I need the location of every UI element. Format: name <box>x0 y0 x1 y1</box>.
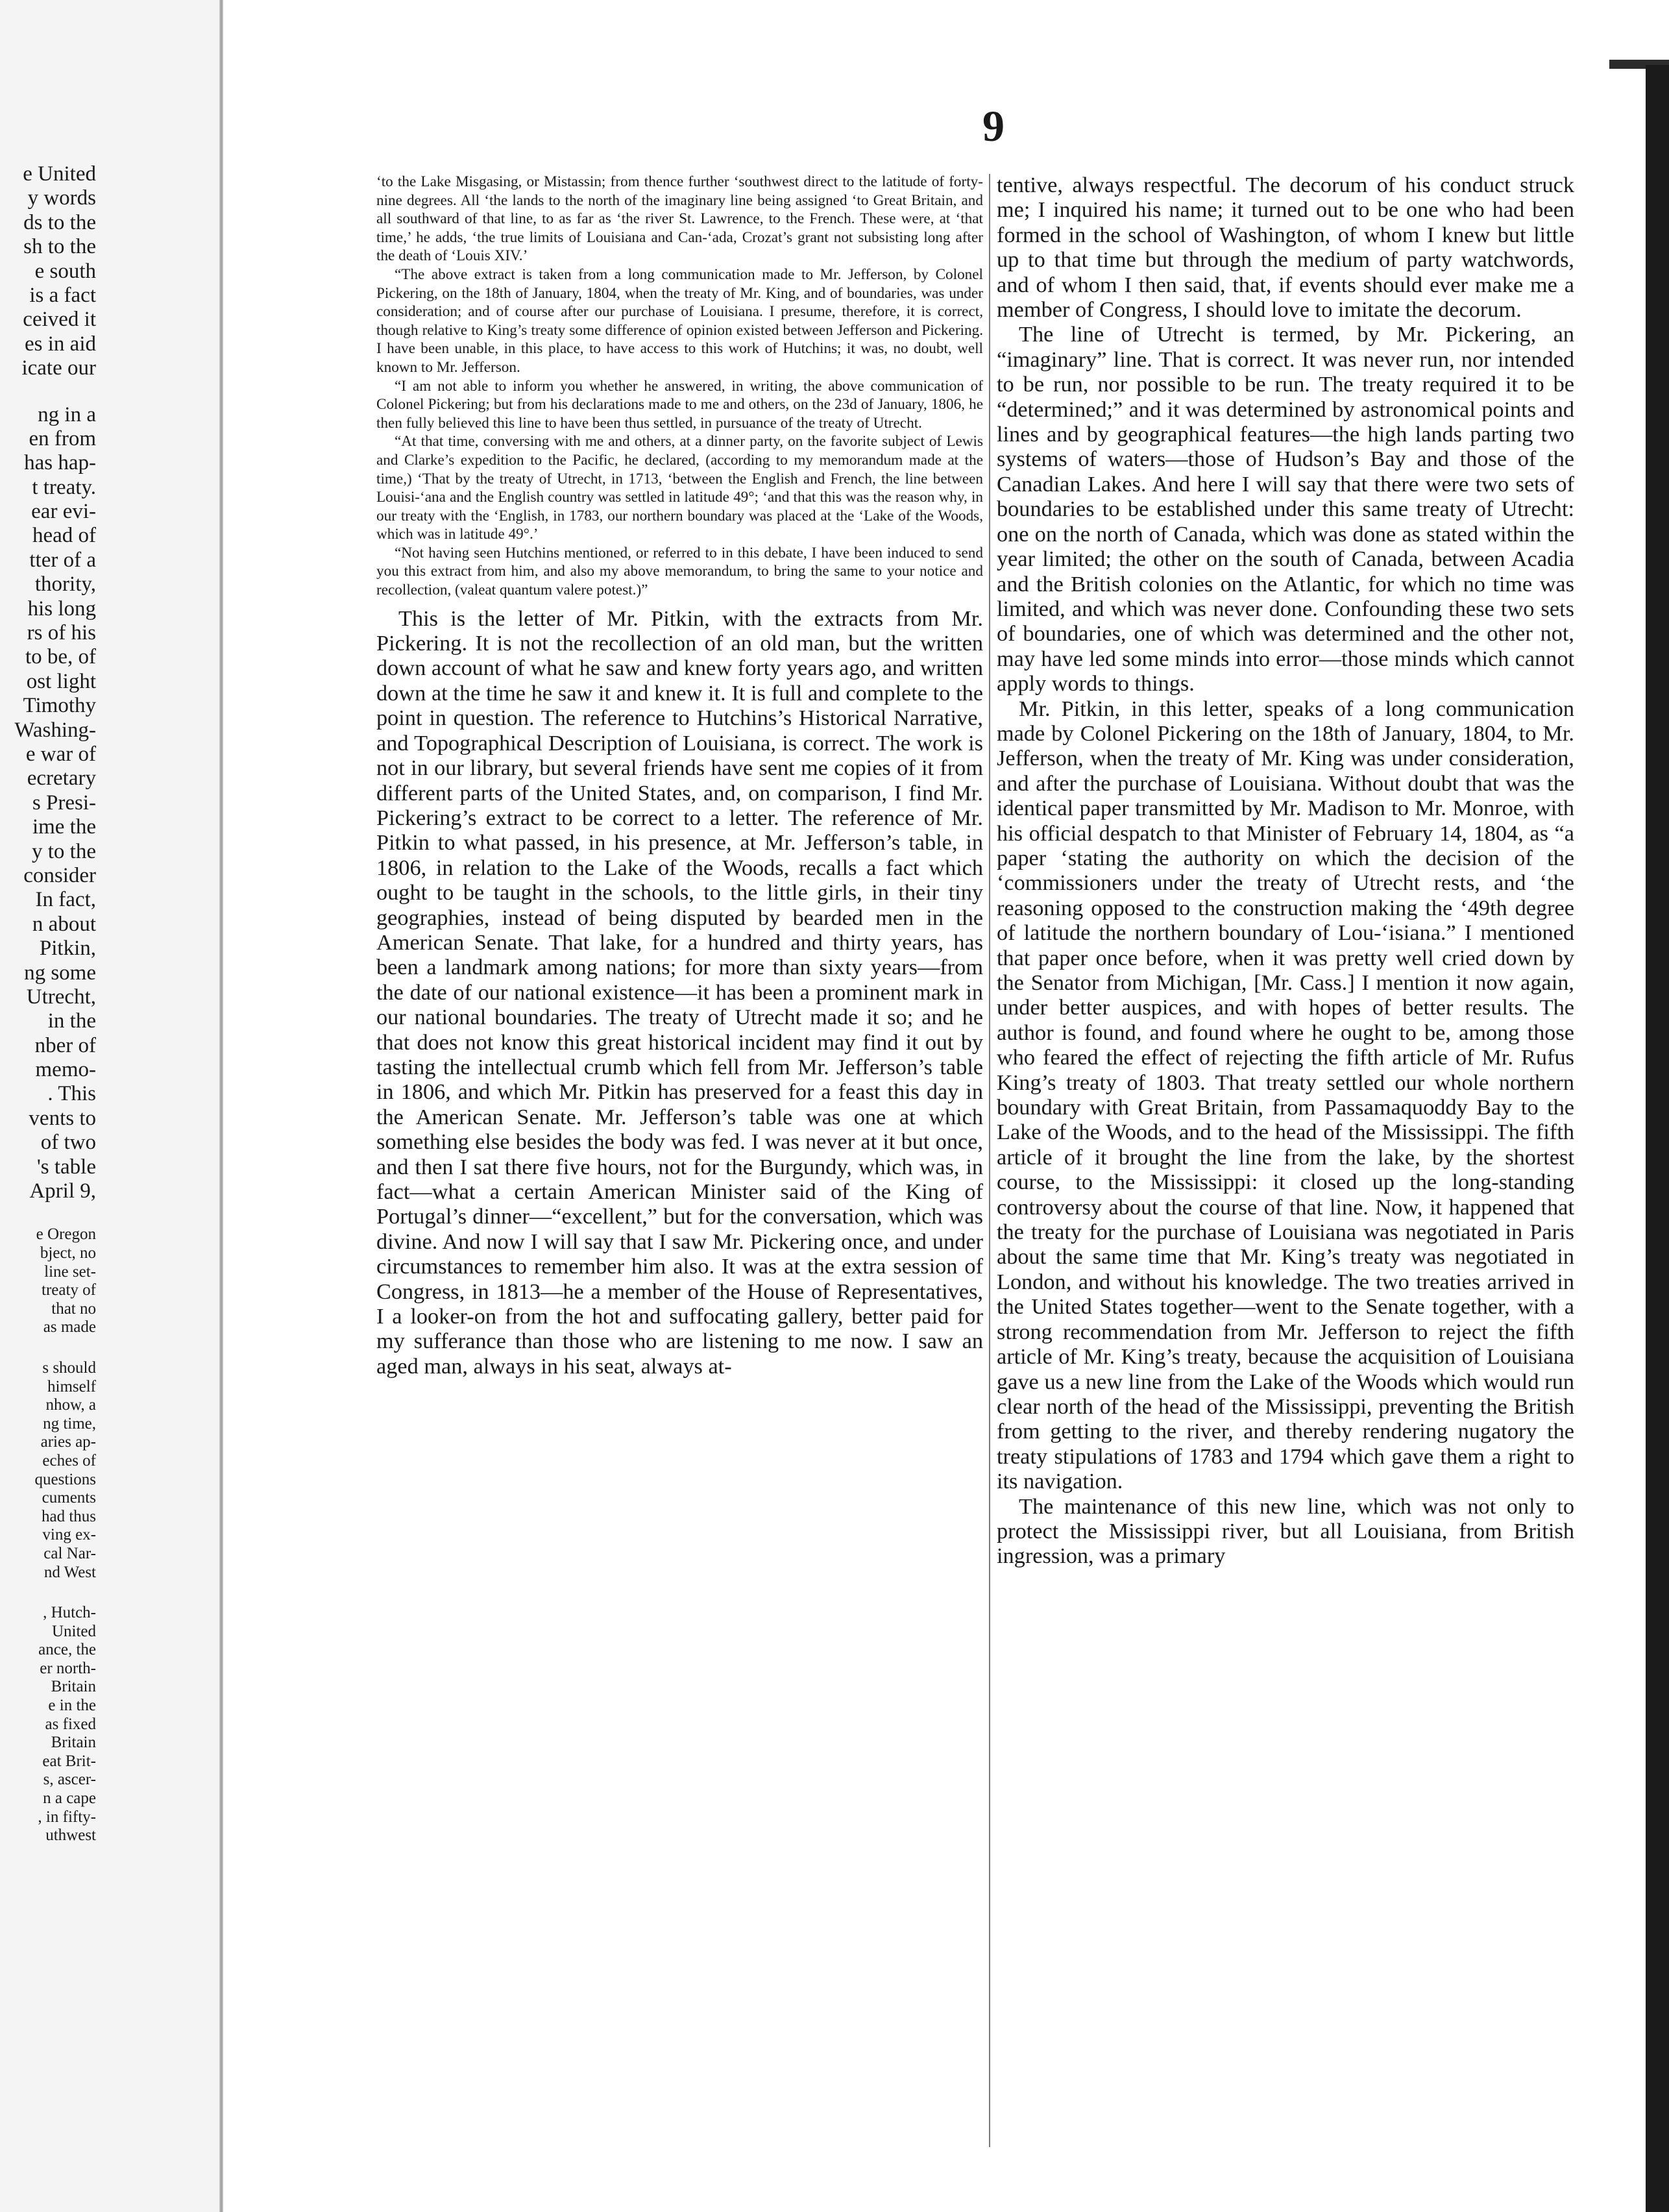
fragment-line: Pitkin, <box>39 937 96 961</box>
fragment-line: s should <box>42 1358 96 1377</box>
body-paragraph: This is the letter of Mr. Pitkin, with the extracts from Mr. Pickering. It is not the recollection of an old man, but the written down account of what he saw and knew forty years ago, and written down at the time he saw it and knew it. It is full and complete to the point in question. The reference to Hutchins’s Historical Narrative, and Topographical Description of Louisiana, is correct. The work is not in our library, but several friends have sent me copies of it from different parts of the United States, and, on comparison, I find Mr. Pickering’s extract to be correct to a letter. The reference of Mr. Pitkin to what passed, in his presence, at Mr. Jefferson’s table, in 1806, in relation to the Lake of the Woods, recalls a fact which ought to be taught in the schools, to the little girls, in their tiny geographies, instead of being disputed by bearded men in the American Senate. That lake, for a hundred and thirty years, has been a landmark among nations; for more than sixty years—from the date of our national existence—it has been a prominent mark in our national boundaries. The treaty of Utrecht made it so; and he that does not know this great historical incident may find it out by tasting the intellectual crumb which fell from Mr. Jefferson’s table in 1806, and which Mr. Pitkin has preserved for a feast this day in the American Senate. Mr. Jefferson’s table was one at which something else besides the body was fed. I was never at it but once, and then I sat there five hours, not for the Burgundy, which was, in fact—what a certain American Minister said of the King of Portugal’s dinner—“excellent,” but for the conversation, which was divine. And now I will say that I saw Mr. Pickering once, and under circumstances to remember him also. It was at the extra session of Congress, in 1813—he a member of the House of Representatives, I a looker-on from the hot and suffocating gallery, better paid for my sufferance than those who are listening to me now. I saw an aged man, always in his seat, always at- <box>376 606 983 1379</box>
fragment-line: memo- <box>35 1058 96 1082</box>
page-gutter <box>219 0 223 2212</box>
page-number: 9 <box>982 101 1005 151</box>
fragment-line: tter of a <box>29 548 96 572</box>
fragment-line: . This <box>47 1082 96 1106</box>
fragment-line: Washing- <box>14 718 96 742</box>
fragment-line: In fact, <box>35 888 96 912</box>
fragment-line: en from <box>29 426 96 450</box>
fragment-line: ost light <box>26 669 96 693</box>
fragment-line: ecretary <box>27 767 96 791</box>
fragment-line: s Presi- <box>32 791 96 815</box>
fragment-gap <box>0 1337 96 1359</box>
fragment-gap <box>0 1203 96 1225</box>
center-body-text <box>376 606 983 1379</box>
fragment-line: y words <box>27 186 96 210</box>
fragment-line: ceived it <box>23 308 96 332</box>
fragment-line: cal Nar- <box>43 1544 96 1562</box>
center-column <box>376 173 983 2152</box>
fragment-line: n a cape <box>43 1789 96 1808</box>
fragment-line: Britain <box>51 1678 96 1696</box>
quote-paragraph: “Not having seen Hutchins mentioned, or referred to in this debate, I have been induced to send you this extract from him, and also my above memorandum, to bring the same to your notice and recollection, (valeat quantum valere potest.)” <box>376 544 983 599</box>
quote-paragraph: ‘to the Lake Misgasing, or Mistassin; from thence further ‘southwest direct to the latitude of forty-nine degrees. All ‘the lands to the north of the imaginary line being assigned ‘to Great Britain, and all southward of that line, to as far as ‘the river St. Lawrence, to the French. These were, at ‘that time,’ he adds, ‘the true limits of Louisiana and Can-‘ada, Crozat’s grant not subsisting long after the death of ‘Louis XIV.’ <box>376 173 983 265</box>
fragment-line: has hap- <box>24 451 96 475</box>
fragment-line: bject, no <box>40 1244 96 1262</box>
fragment-gap <box>0 1582 96 1604</box>
fragment-line: e Oregon <box>36 1225 96 1244</box>
fragment-line: United <box>51 1622 96 1640</box>
fragment-line: icate our <box>21 356 96 380</box>
fragment-line: rs of his <box>27 621 96 645</box>
fragment-line: nber of <box>34 1033 96 1057</box>
fragment-line: of two <box>40 1131 96 1155</box>
fragment-line: 's table <box>36 1155 96 1179</box>
fragment-line: to be, of <box>25 645 96 669</box>
fragment-line: s, ascer- <box>43 1771 96 1789</box>
fragment-line: y to the <box>32 839 96 863</box>
fragment-line: Timothy <box>23 694 96 718</box>
fragment-line: had thus <box>41 1507 96 1525</box>
previous-page-text-fragments <box>0 162 96 1845</box>
fragment-line: as fixed <box>45 1715 96 1733</box>
fragment-line: treaty of <box>42 1281 96 1299</box>
fragment-line: ving ex- <box>42 1526 96 1544</box>
fragment-line: ng some <box>24 961 96 985</box>
fragment-line: ime the <box>32 815 96 839</box>
body-paragraph: The maintenance of this new line, which was not only to protect the Mississippi river, but all Louisiana, from British ingression, was a primary <box>997 1493 1574 1569</box>
fragment-line: eches of <box>42 1451 96 1469</box>
fragment-line: nhow, a <box>45 1396 96 1414</box>
fragment-line: e in the <box>48 1697 96 1715</box>
fragment-line: t treaty. <box>32 475 96 499</box>
fragment-line: ance, the <box>38 1641 96 1659</box>
fragment-line: head of <box>32 524 96 548</box>
fragment-line: e south <box>34 259 96 283</box>
fragment-line: aries ap- <box>40 1433 96 1451</box>
fragment-line: Utrecht, <box>26 985 96 1009</box>
fragment-line: e United <box>23 162 96 186</box>
page-edge-right <box>1646 65 1669 2212</box>
quoted-letter-extract <box>376 173 983 600</box>
fragment-line: line set- <box>44 1262 96 1281</box>
fragment-line: that no <box>51 1299 96 1318</box>
fragment-line: sh to the <box>23 235 96 259</box>
fragment-line: es in aid <box>25 332 96 356</box>
fragment-line: er north- <box>40 1659 96 1677</box>
column-divider <box>989 174 990 2147</box>
fragment-line: vents to <box>29 1106 96 1130</box>
body-paragraph: The line of Utrecht is termed, by Mr. Pickering, an “imaginary” line. That is correct. It was never run, nor intended to be run, nor possible to be run. The treaty required it to be “determined;” and it was determined by astronomical points and lines and by geographical features—the high lands parting two systems of waters—those of Hudson’s Bay and those of the Canadian Lakes. And here I will say that there were two sets of boundaries to be established under this same treaty of Utrecht: one on the north of Canada, which was done as stated within the year limited; the other on the south of Canada, between Acadia and the British colonies on the Atlantic, for which no time was limited, and which was never done. Confounding these two sets of boundaries, one of which was determined and the other not, may have led some minds into error—those minds which cannot apply words to things. <box>997 322 1574 696</box>
fragment-line: Britain <box>51 1734 96 1752</box>
quote-paragraph: “At that time, conversing with me and others, at a dinner party, on the favorite subject of Lewis and Clarke’s expedition to the Pacific, he declared, (according to my memorandum made at the time,) ‘That by the treaty of Utrecht, in 1713, ‘between the English and French, the line between Louisi-‘ana and the English country was settled in latitude 49°; ‘and that this was the reason why, in our treaty with the ‘English, in 1783, our northern boundary was placed at the ‘Lake of the Woods, which was in latitude 49°.’ <box>376 433 983 543</box>
fragment-line: ear evi- <box>31 500 96 524</box>
fragment-gap <box>0 381 96 403</box>
fragment-line: himself <box>47 1377 96 1395</box>
fragment-line: nd West <box>43 1563 96 1581</box>
fragment-line: n about <box>32 912 96 936</box>
fragment-line: is a fact <box>29 283 96 307</box>
fragment-line: ds to the <box>23 210 96 234</box>
right-body-text <box>997 173 1574 1569</box>
fragment-line: his long <box>27 596 96 621</box>
fragment-line: as made <box>43 1318 96 1336</box>
fragment-line: ng in a <box>38 402 96 426</box>
quote-paragraph: “I am not able to inform you whether he answered, in writing, the above communication of Colonel Pickering; but from his declarations made to me and others, on the 23d of January, 1806, he then fully believed this line to have been thus settled, in pursuance of the treaty of Utrecht. <box>376 377 983 432</box>
quote-paragraph: “The above extract is taken from a long communication made to Mr. Jefferson, by Colonel Pickering, on the 18th of January, 1804, when the treaty of Mr. King, and of boundaries, was under consideration; and of course after our purchase of Louisiana. I presume, therefore, it is correct, though relative to King’s treaty some difference of opinion existed between Jefferson and Pickering. I have been unable, in this place, to have access to this work of Hutchins; it was, no doubt, well known to Mr. Jefferson. <box>376 265 983 376</box>
fragment-line: thority, <box>34 572 96 596</box>
fragment-line: e war of <box>25 742 96 766</box>
right-column <box>997 173 1574 2159</box>
fragment-line: , Hutch- <box>43 1604 96 1622</box>
fragment-line: in the <box>47 1009 96 1033</box>
fragment-line: uthwest <box>45 1826 96 1845</box>
fragment-line: consider <box>23 863 96 887</box>
fragment-line: questions <box>34 1470 96 1488</box>
fragment-line: ng time, <box>43 1414 96 1432</box>
body-paragraph: tentive, always respectful. The decorum of his conduct struck me; I inquired his name; it turned out to be one who had been formed in the school of Washington, of whom I knew but little up to that time but through the medium of party watchwords, and of whom I then said, that, if events should ever make me a member of Congress, I should love to imitate the decorum. <box>997 173 1574 323</box>
fragment-line: April 9, <box>29 1179 96 1203</box>
fragment-line: eat Brit- <box>42 1752 96 1770</box>
fragment-line: , in fifty- <box>38 1808 96 1826</box>
body-paragraph: Mr. Pitkin, in this letter, speaks of a long communication made by Colonel Pickering on the 18th of January, 1804, to Mr. Jefferson, when the treaty of Mr. King was under consideration, and after the purchase of Louisiana. Without doubt that was the identical paper transmitted by Mr. Madison to Mr. Monroe, with his official despatch to that Minister of February 14, 1804, as “a paper ‘stating the authority on which the decision of the ‘commissioners under the treaty of Utrecht rests, and ‘the reasoning opposed to the construction making the ‘49th degree of latitude the northern boundary of Lou-‘isiana.” I mentioned that paper once before, when it was pretty well cried down by the Senator from Michigan, [Mr. Cass.] I mention it now again, under better auspices, and with hopes of better results. The author is found, and found where he ought to be, among those who feared the effect of rejecting the fifth article of Mr. Rufus King’s treaty of 1803. That treaty settled our whole northern boundary with Great Britain, from Passamaquoddy Bay to the Lake of the Woods, and to the head of the Mississippi. The fifth article of it brought the line from the lake, by the shortest course, to the Mississippi: it closed up the long-standing controversy about the course of that line. Now, it happened that the treaty for the purchase of Louisiana was negotiated in Paris about the same time that Mr. King’s treaty was negotiated in London, and without his knowledge. The two treaties arrived in the United States together—went to the Senate together, with a strong recommendation from Mr. Jefferson to reject the fifth article of Mr. King’s treaty, because the acquisition of Louisiana gave us a new line from the Lake of the Woods which would run clear north of the head of the Mississippi, preventing the British from getting to the river, and thereby rendering nugatory the treaty stipulations of 1783 and 1794 which gave them a right to its navigation. <box>997 696 1574 1494</box>
fragment-line: cuments <box>42 1489 96 1507</box>
